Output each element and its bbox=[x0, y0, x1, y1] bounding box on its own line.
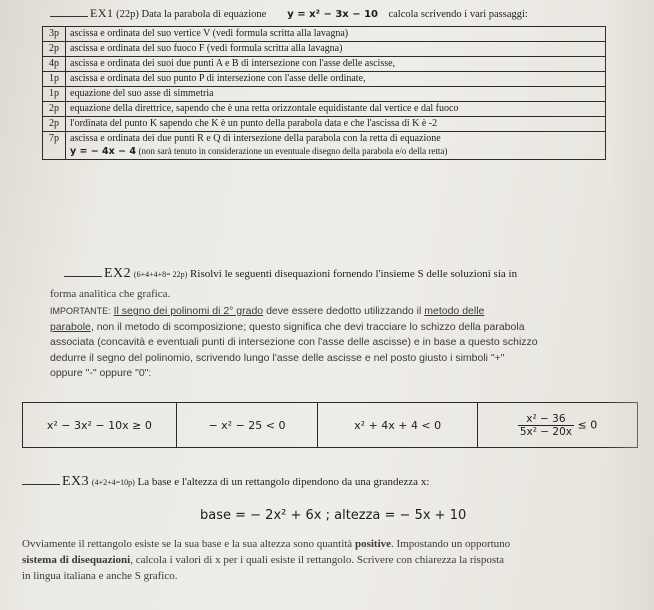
instr-line-2-text: , non il metodo di scomposizione; questo significa che devi tracciare lo schizzo della parabola bbox=[90, 320, 525, 333]
blank-line bbox=[22, 474, 60, 485]
ex1-task-table bbox=[42, 26, 606, 160]
ex2-label: EX2 bbox=[104, 266, 132, 281]
row-points: 7p bbox=[43, 132, 66, 160]
row-text-multiline bbox=[66, 132, 606, 160]
row-text: equazione della direttrice, sapendo che è una retta orizzontale equidistante dal vertice e dal fuoco bbox=[66, 102, 606, 117]
fraction-numerator: x² − 36 bbox=[518, 413, 574, 426]
table-row bbox=[43, 117, 606, 132]
ex3-header bbox=[22, 474, 429, 490]
ex1-label: EX1 bbox=[90, 6, 114, 20]
ex3-label: EX3 bbox=[62, 474, 90, 489]
parabole-underlined: parabole bbox=[50, 320, 91, 333]
instr-line-4: dedurre il segno del polinomio, scrivendo lungo l'asse delle ascisse e nel posto giusto i simboli "+" bbox=[50, 351, 505, 364]
ex3-instructions bbox=[22, 536, 642, 584]
important-underlined-2: metodo delle bbox=[424, 305, 485, 317]
inequality-1: x² − 3x² − 10x ≥ 0 bbox=[23, 403, 177, 448]
table-row bbox=[43, 72, 606, 87]
row-text: ascissa e ordinata dei due punti R e Q di intersezione della parabola con la retta di equazione bbox=[70, 133, 441, 144]
table-row bbox=[43, 57, 606, 72]
row-points: 1p bbox=[43, 87, 66, 102]
line-equation: y = − 4x − 4 bbox=[70, 146, 136, 157]
row-points: 2p bbox=[43, 42, 66, 57]
ex1-tail: calcola scrivendo i vari passaggi: bbox=[388, 9, 528, 20]
row-points: 2p bbox=[43, 117, 66, 132]
important-mid: deve essere dedotto utilizzando il bbox=[266, 305, 422, 317]
row-text: ascissa e ordinata del suo punto P di intersezione con l'asse delle ordinate, bbox=[66, 72, 606, 87]
ex1-intro: Data la parabola di equazione bbox=[141, 9, 267, 20]
table-row bbox=[23, 403, 638, 448]
instr-line-3: associata (concavità e eventuali punti di intersezione con l'asse delle ascisse) e in base a questo schizzo bbox=[50, 336, 538, 348]
inequality-4 bbox=[478, 403, 638, 448]
row-note: (non sarà tenuto in considerazione un eventuale disegno della parabola e/o della retta) bbox=[138, 146, 448, 156]
inequality-4-relation: ≤ 0 bbox=[577, 418, 598, 431]
instr-line-1 bbox=[50, 304, 640, 320]
ex3-line-1 bbox=[22, 536, 642, 552]
table-row bbox=[43, 132, 606, 160]
table-row bbox=[43, 42, 606, 57]
base-height-formula: base = − 2x² + 6x ; altezza = − 5x + 10 bbox=[200, 508, 467, 523]
instr-line-2 bbox=[50, 320, 640, 336]
row-text: equazione del suo asse di simmetria bbox=[66, 87, 606, 102]
row-points: 4p bbox=[43, 57, 66, 72]
important-label: IMPORTANTE: bbox=[50, 306, 111, 316]
table-row bbox=[43, 27, 606, 42]
row-points: 3p bbox=[43, 27, 66, 42]
fraction-denominator: 5x² − 20x bbox=[519, 425, 572, 438]
fraction bbox=[518, 413, 574, 438]
system-bold: sistema di disequazioni bbox=[22, 554, 131, 566]
row-text: ascissa e ordinata dei suoi due punti A e B di intersezione con l'asse delle ascisse, bbox=[66, 57, 606, 72]
table-row bbox=[43, 102, 606, 117]
row-points: 2p bbox=[43, 102, 66, 117]
inequality-2: − x² − 25 < 0 bbox=[176, 403, 317, 448]
row-text: l'ordinata del punto K sapendo che K è un punto della parabola data e che l'ascissa di K è -2 bbox=[66, 117, 606, 132]
ex2-header bbox=[64, 266, 517, 282]
name-blank-line bbox=[50, 6, 88, 17]
ex2-text2: forma analitica che grafica. bbox=[50, 288, 171, 300]
ex1-points: (22p) bbox=[116, 9, 139, 20]
blank-line bbox=[64, 266, 102, 277]
table-row bbox=[43, 87, 606, 102]
row-points: 1p bbox=[43, 72, 66, 87]
ex3-line-2-tail: , calcola i valori di x per i quali esiste il rettangolo. Scrivere con chiarezza la risposta bbox=[130, 554, 505, 566]
ex3-text: La base e l'altezza di un rettangolo dipendono da una grandezza x: bbox=[137, 476, 430, 488]
ex3-line-3: in lingua italiana e anche S grafico. bbox=[22, 570, 178, 582]
positive-bold: positive bbox=[354, 538, 392, 550]
inequality-3: x² + 4x + 4 < 0 bbox=[318, 403, 478, 448]
inequalities-table bbox=[22, 402, 638, 448]
ex3-points: (4+2+4=10p) bbox=[91, 478, 135, 487]
ex3-line-2 bbox=[22, 552, 642, 568]
instr-line-5: oppure "-" oppure "0": bbox=[50, 367, 152, 379]
row-eq-line bbox=[70, 145, 601, 158]
ex3-line-1-lead: Ovviamente il rettangolo esiste se la sua base e la sua altezza sono quantità bbox=[22, 538, 353, 550]
row-text: ascissa e ordinata del suo vertice V (vedi formula scritta alla lavagna) bbox=[66, 27, 606, 42]
ex3-line-1-tail: . Impostando un opportuno bbox=[391, 538, 511, 550]
ex2-instructions bbox=[50, 304, 640, 382]
important-underlined: Il segno dei polinomi di 2° grado bbox=[113, 305, 264, 317]
row-text: ascissa e ordinata del suo fuoco F (vedi formula scritta alla lavagna) bbox=[66, 42, 606, 57]
ex2-points: (6+4+4+8= 22p) bbox=[133, 270, 188, 279]
ex1-equation: y = x² − 3x − 10 bbox=[287, 9, 378, 20]
ex1-header bbox=[50, 6, 528, 21]
ex2-text: Risolvi le seguenti disequazioni fornendo l'insieme S delle soluzioni sia in bbox=[190, 268, 518, 280]
